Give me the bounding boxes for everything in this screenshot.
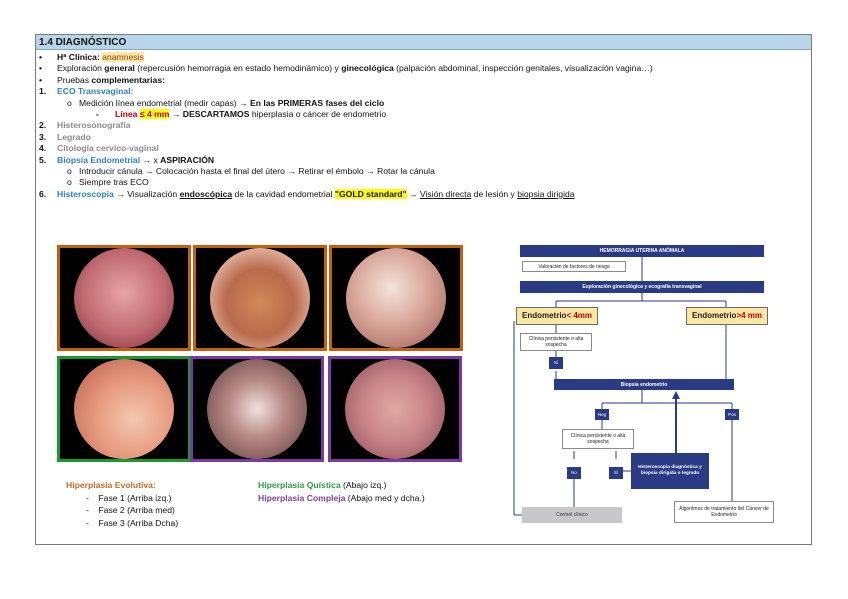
- exploracion-line: • Exploración general (repercusión hemorragia en estado hemodinámico) y ginecológica (palpación abdominal, inspección genitales, visualización vagina…): [39, 63, 653, 74]
- circle-bullet-icon: o: [67, 177, 72, 188]
- section-title: 1.4 DIAGNÓSTICO: [36, 35, 811, 50]
- flow-endometrio-gt: Endometrio >4 mm: [686, 307, 768, 325]
- hysteroscopy-photo-compleja-1: [190, 356, 324, 462]
- hysteroscopy-photo-fase3: [329, 245, 463, 351]
- bullet-icon: •: [39, 63, 43, 74]
- siempre-line: o Siempre tras ECO: [67, 177, 149, 188]
- flow-no: No: [567, 467, 581, 479]
- eco-line: 1. ECO Transvaginal:: [39, 86, 134, 97]
- flow-biopsia: Biopsia endometrio: [554, 379, 734, 390]
- fase-1-item: - Fase 1 (Arriba izq.): [86, 492, 172, 503]
- hysteroscopy-photo-compleja-2: [328, 356, 462, 462]
- bullet-icon: •: [39, 74, 43, 85]
- flow-histeroscopia: Histeroscopia diagnóstica y biopsia dirigida o legrado: [631, 453, 709, 489]
- pruebas-line: • Pruebas complementarias:: [39, 74, 165, 85]
- histeroscopia-line: 6. Histeroscopia → Visualización endoscópica de la cavidad endometrial "GOLD standard" → Visión directa de lesión y biopsia dirigida: [39, 188, 575, 199]
- flow-clinica-2: Clínica persistente o alta sospecha: [562, 429, 634, 449]
- bullet-icon: •: [39, 52, 43, 62]
- flow-algoritmos: Algoritmos de tratamiento del Cáncer de Endometrio: [674, 501, 774, 523]
- hysteroscopy-photo-fase2: [193, 245, 327, 351]
- flow-endometrio-lt: Endometrio < 4mm: [516, 307, 598, 325]
- legend-quistica-compleja: Hiperplasia Quística (Abajo izq.) Hiperplasia Compleja (Abajo med y dcha.): [258, 480, 425, 503]
- legrado-line: 3. Legrado: [39, 131, 91, 142]
- circle-bullet-icon: o: [67, 97, 72, 108]
- flowchart: [506, 239, 778, 533]
- hysteroscopy-photo-fase1: [57, 245, 191, 351]
- linea-line: - Línea ≤ 4 mm → DESCARTAMOS hiperplasia o cáncer de endometrio: [96, 108, 387, 119]
- flow-exploracion: Exploración ginecológica y ecografía transvaginal: [520, 281, 764, 293]
- flow-control: Control clínico: [522, 507, 622, 523]
- text-block: [36, 52, 811, 200]
- flow-neg: Neg: [595, 409, 609, 420]
- flow-pos: Pos: [725, 409, 739, 420]
- flow-clinica-1: Clínica persistente o alta sospecha: [520, 333, 592, 351]
- histerosonografia-line: 2. Histerosonografía: [39, 120, 131, 131]
- flow-riesgo: Valoración de factores de riesgo: [522, 261, 626, 272]
- legend-evolutiva: Hiperplasia Evolutiva: - Fase 1 (Arriba izq.) - Fase 2 (Arriba med) - Fase 3 (Arriba Dcha): [66, 480, 179, 528]
- flow-si-1: Sí: [549, 357, 563, 369]
- circle-bullet-icon: o: [67, 165, 72, 176]
- flow-si-2: Sí: [609, 467, 623, 479]
- fase-3-item: - Fase 3 (Arriba Dcha): [86, 517, 179, 528]
- hysteroscopy-photo-quistica: [57, 356, 191, 462]
- fase-2-item: - Fase 2 (Arriba med): [86, 505, 175, 515]
- diagnostico-section: [35, 34, 812, 545]
- eco-sub-line: o Medición línea endometrial (medir capas) → En las PRIMERAS fases del ciclo: [67, 97, 385, 108]
- hc-line: • Hª Clínica: anamnesis: [39, 52, 144, 62]
- citologia-line: 4. Citología cervico-vaginal: [39, 143, 159, 154]
- canula-line: o Introducir cánula → Colocación hasta el final del útero → Retirar el émbolo → Rotar la cánula: [67, 165, 435, 176]
- flow-title: HEMORRAGIA UTERINA ANÓMALA: [520, 245, 764, 257]
- biopsia-line: 5. Biopsia Endometrial → x ASPIRACIÓN: [39, 154, 215, 165]
- dash-icon: -: [96, 108, 99, 119]
